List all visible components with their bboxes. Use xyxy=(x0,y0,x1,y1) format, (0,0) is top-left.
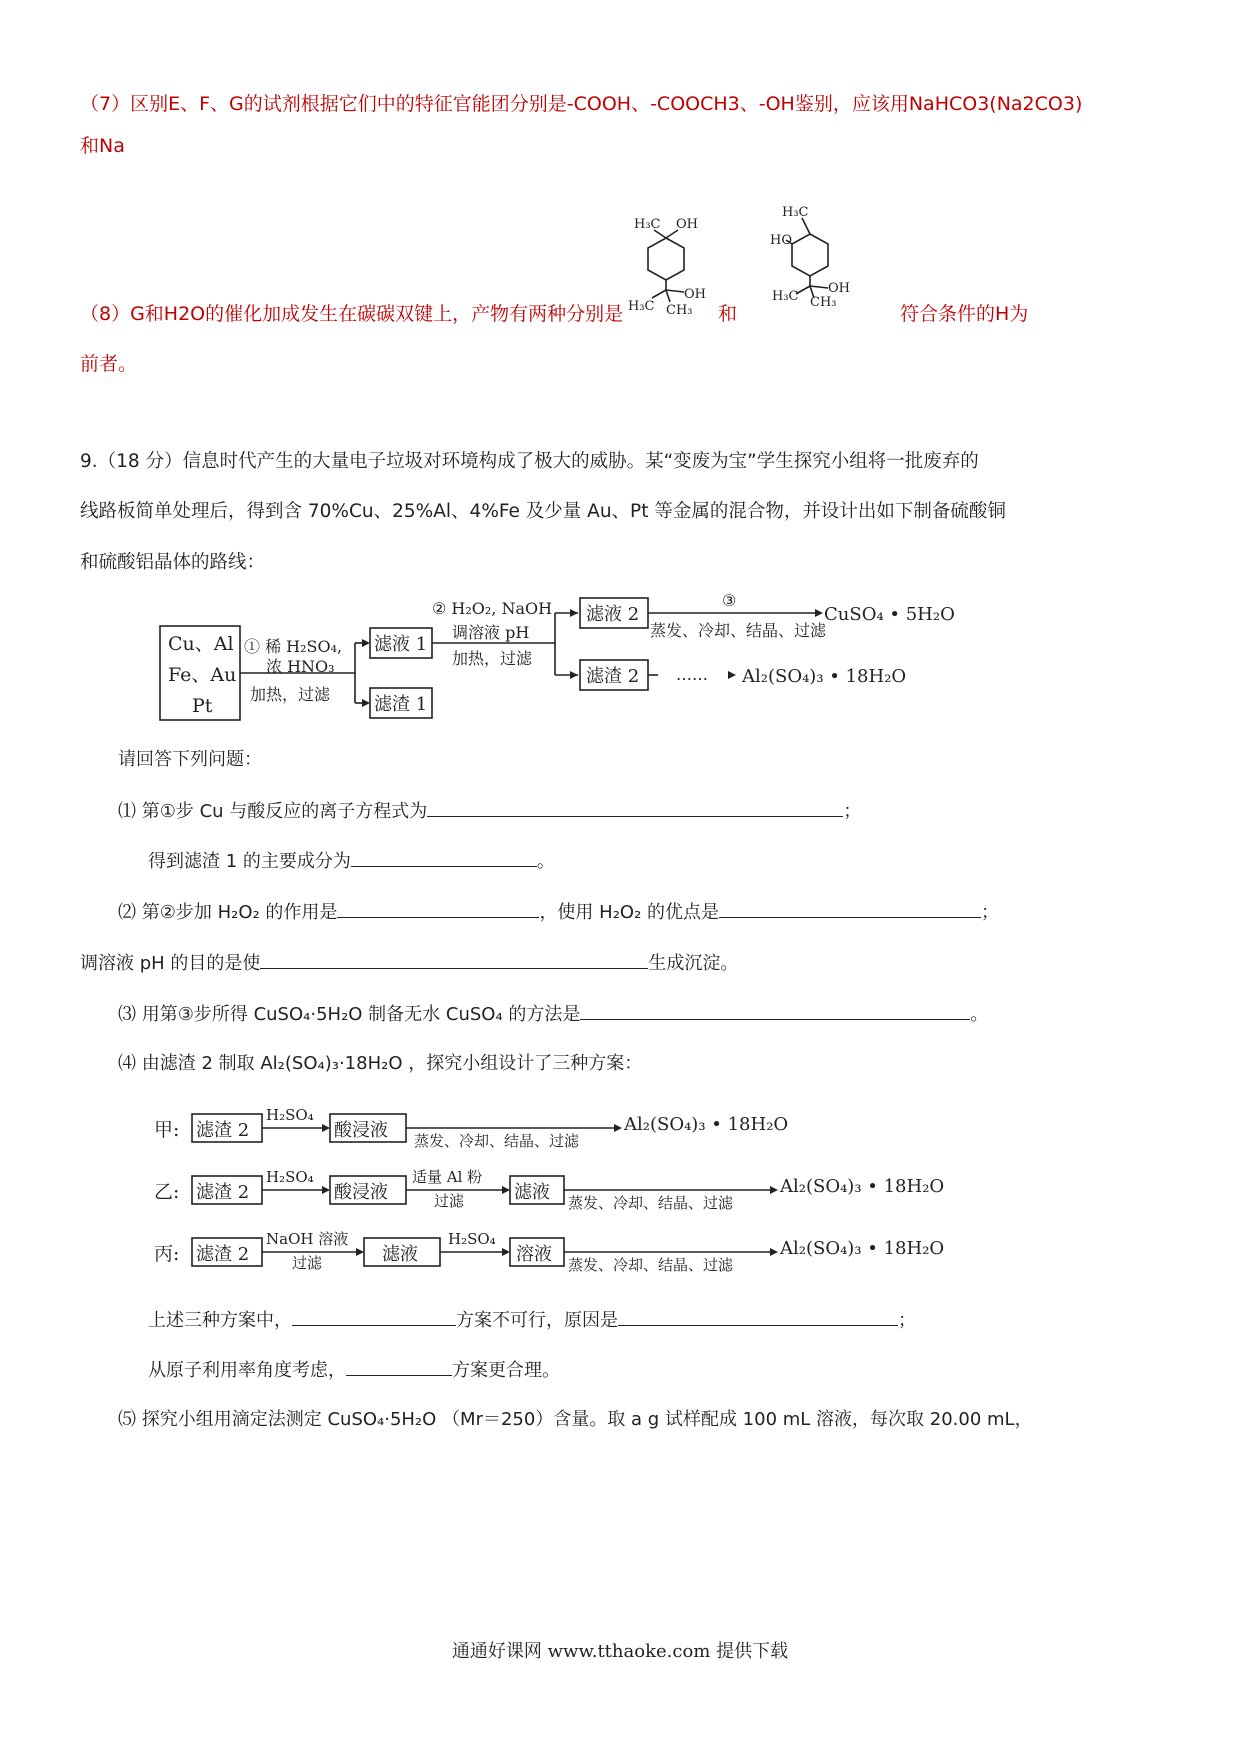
answer-8-and: 和 xyxy=(718,303,738,325)
q9-part4-a-mid: 方案不可行，原因是 xyxy=(456,1310,618,1331)
s1-bottom-left: H₃C xyxy=(628,299,655,314)
flow-step2-reagent: ② H₂O₂, NaOH xyxy=(432,599,553,618)
answer-blank-1[interactable] xyxy=(427,798,843,817)
q9-intro-1: 9.（18 分）信息时代产生的大量电子垃圾对环境构成了极大的威胁。某“变废为宝”学生探究小组将一批废弃的 xyxy=(80,451,979,472)
flow-start-line-2: Fe、Au xyxy=(168,664,237,686)
scheme-bing-solution: 溶液 xyxy=(516,1244,552,1265)
flow-step2-adjust: 调溶液 pH xyxy=(452,623,530,642)
q9-part4-b-text: 从原子利用率角度考虑， xyxy=(148,1360,346,1381)
flow-step3-condition: 蒸发、冷却、结晶、过滤 xyxy=(650,621,827,640)
q9-part2-a-text: ⑵ 第②步加 H₂O₂ 的作用是 xyxy=(118,902,338,923)
answer-8-suffix: 符合条件的H为 xyxy=(900,303,1029,325)
scheme-bing-product: Al₂(SO₄)₃ • 18H₂O xyxy=(780,1238,945,1259)
scheme-yi-label: 乙: xyxy=(154,1181,180,1203)
q9-part3-end: 。 xyxy=(970,1004,989,1025)
q9-part2-a-mid: ，使用 H₂O₂ 的优点是 xyxy=(539,902,720,923)
q9-intro-2: 线路板简单处理后，得到含 70%Cu、25%Al、4%Fe 及少量 Au、Pt 等金属的混合物，并设计出如下制备硫酸铜 xyxy=(80,501,1006,522)
flow-residue-2: 滤渣 2 xyxy=(586,666,640,687)
s1-bottom-right: OH xyxy=(684,287,706,302)
q9-part2-b-text: 调溶液 pH 的目的是使 xyxy=(80,953,261,974)
structure-1-diagram xyxy=(628,210,728,320)
flow-step2-condition: 加热，过滤 xyxy=(452,649,533,668)
flow-product-al2so4: Al₂(SO₄)₃ • 18H₂O xyxy=(742,666,907,687)
q9-part1-a xyxy=(118,798,861,824)
process-flow-diagram xyxy=(150,588,970,728)
structure-2-diagram xyxy=(770,200,880,312)
answer-blank-8[interactable] xyxy=(618,1307,898,1326)
scheme-yi-product: Al₂(SO₄)₃ • 18H₂O xyxy=(780,1176,945,1197)
flow-filtrate-1: 滤液 1 xyxy=(374,634,428,655)
scheme-bing-residue: 滤渣 2 xyxy=(196,1244,250,1265)
q9-intro-3: 和硫酸铝晶体的路线： xyxy=(80,552,266,573)
scheme-jia-residue: 滤渣 2 xyxy=(196,1120,250,1141)
flow-step1-reagent-1: ① 稀 H₂SO₄, xyxy=(244,637,343,656)
scheme-yi-filter: 过滤 xyxy=(434,1192,465,1210)
q9-prompt: 请回答下列问题： xyxy=(118,749,262,770)
q9-part2-a xyxy=(118,899,999,925)
answer-7-line-2: 和Na xyxy=(80,135,125,157)
answer-8-line-2: 前者。 xyxy=(80,353,138,375)
scheme-yi-filtrate: 滤液 xyxy=(514,1182,550,1203)
q9-part4-a-text: 上述三种方案中， xyxy=(148,1310,292,1331)
q9-part1-a-end: ； xyxy=(843,801,862,822)
scheme-bing-filtrate: 滤液 xyxy=(382,1244,418,1265)
q9-part1-b-end: 。 xyxy=(536,851,555,872)
answer-blank-7[interactable] xyxy=(292,1307,456,1326)
scheme-jia-acid-leach: 酸浸液 xyxy=(334,1120,388,1141)
s1-top-right: OH xyxy=(676,217,698,232)
q9-part4-a xyxy=(148,1307,916,1333)
scheme-yi-acid-leach: 酸浸液 xyxy=(334,1182,388,1203)
answer-blank-5[interactable] xyxy=(260,950,648,969)
s1-top-left: H₃C xyxy=(634,217,661,232)
q9-part1-b xyxy=(148,848,555,874)
answer-7-line-1: （7）区别E、F、G的试剂根据它们中的特征官能团分别是-COOH、-COOCH3、-OH鉴别，应该用NaHCO3(Na2CO3) xyxy=(80,93,1083,115)
scheme-bing-evap: 蒸发、冷却、结晶、过滤 xyxy=(568,1256,734,1274)
q9-part4: ⑷ 由滤渣 2 制取 Al₂(SO₄)₃·18H₂O ，探究小组设计了三种方案： xyxy=(118,1053,643,1074)
flow-start-line-3: Pt xyxy=(192,695,213,717)
s1-bottom-mid: CH₃ xyxy=(666,303,693,318)
q9-part1-b-text: 得到滤渣 1 的主要成分为 xyxy=(148,851,351,872)
s2-bottom-left: H₃C xyxy=(772,289,799,304)
flow-dots: …… xyxy=(676,665,708,684)
scheme-jia-h2so4: H₂SO₄ xyxy=(266,1106,314,1124)
flow-step1-condition: 加热，过滤 xyxy=(250,685,331,704)
flow-start-line-1: Cu、Al xyxy=(168,633,234,655)
q9-part1-a-text: ⑴ 第①步 Cu 与酸反应的离子方程式为 xyxy=(118,801,428,822)
answer-blank-2[interactable] xyxy=(351,848,537,867)
answer-blank-6[interactable] xyxy=(580,1001,970,1020)
scheme-yi-al-powder: 适量 Al 粉 xyxy=(412,1168,483,1186)
s2-side: HO xyxy=(770,233,792,248)
flow-filtrate-2: 滤液 2 xyxy=(586,604,640,625)
answer-blank-3[interactable] xyxy=(337,899,539,918)
q9-part2-b xyxy=(80,950,738,976)
q9-part4-b-end: 方案更合理。 xyxy=(452,1360,560,1381)
q9-part4-b xyxy=(148,1357,560,1383)
flow-product-cuso4: CuSO₄ • 5H₂O xyxy=(824,604,955,625)
schemes-diagram xyxy=(150,1098,970,1288)
q9-part2-b-end: 生成沉淀。 xyxy=(648,953,739,974)
answer-blank-9[interactable] xyxy=(346,1357,452,1376)
scheme-jia-evap: 蒸发、冷却、结晶、过滤 xyxy=(414,1132,580,1150)
scheme-jia-product: Al₂(SO₄)₃ • 18H₂O xyxy=(624,1114,789,1135)
q9-part3 xyxy=(118,1001,988,1027)
q9-part3-text: ⑶ 用第③步所得 CuSO₄·5H₂O 制备无水 CuSO₄ 的方法是 xyxy=(118,1004,581,1025)
flow-residue-1: 滤渣 1 xyxy=(374,694,428,715)
scheme-bing-naoh: NaOH 溶液 xyxy=(266,1230,349,1248)
s2-bottom-right: OH xyxy=(828,281,850,296)
page-footer: 通通好课网 www.tthaoke.com 提供下载 xyxy=(451,1641,789,1662)
scheme-bing-label: 丙: xyxy=(154,1243,180,1265)
flow-step1-reagent-2: 浓 HNO₃ xyxy=(266,657,335,676)
scheme-yi-evap: 蒸发、冷却、结晶、过滤 xyxy=(568,1194,734,1212)
q9-part2-a-end: ； xyxy=(981,902,1000,923)
s2-top: H₃C xyxy=(782,205,809,220)
answer-blank-4[interactable] xyxy=(719,899,981,918)
flow-step3-label: ③ xyxy=(722,591,737,610)
scheme-jia-label: 甲: xyxy=(154,1119,180,1141)
q9-part5: ⑸ 探究小组用滴定法测定 CuSO₄·5H₂O （Mr＝250）含量。取 a g 试样配成 100 mL 溶液，每次取 20.00 mL， xyxy=(118,1409,1033,1430)
scheme-yi-residue: 滤渣 2 xyxy=(196,1182,250,1203)
scheme-bing-filter: 过滤 xyxy=(292,1254,323,1272)
scheme-yi-h2so4: H₂SO₄ xyxy=(266,1168,314,1186)
scheme-bing-h2so4: H₂SO₄ xyxy=(448,1230,496,1248)
answer-8-prefix: （8）G和H2O的催化加成发生在碳碳双键上，产物有两种分别是 xyxy=(80,303,624,325)
s2-bottom-mid: CH₃ xyxy=(810,295,837,310)
q9-part4-a-end: ； xyxy=(898,1310,916,1331)
